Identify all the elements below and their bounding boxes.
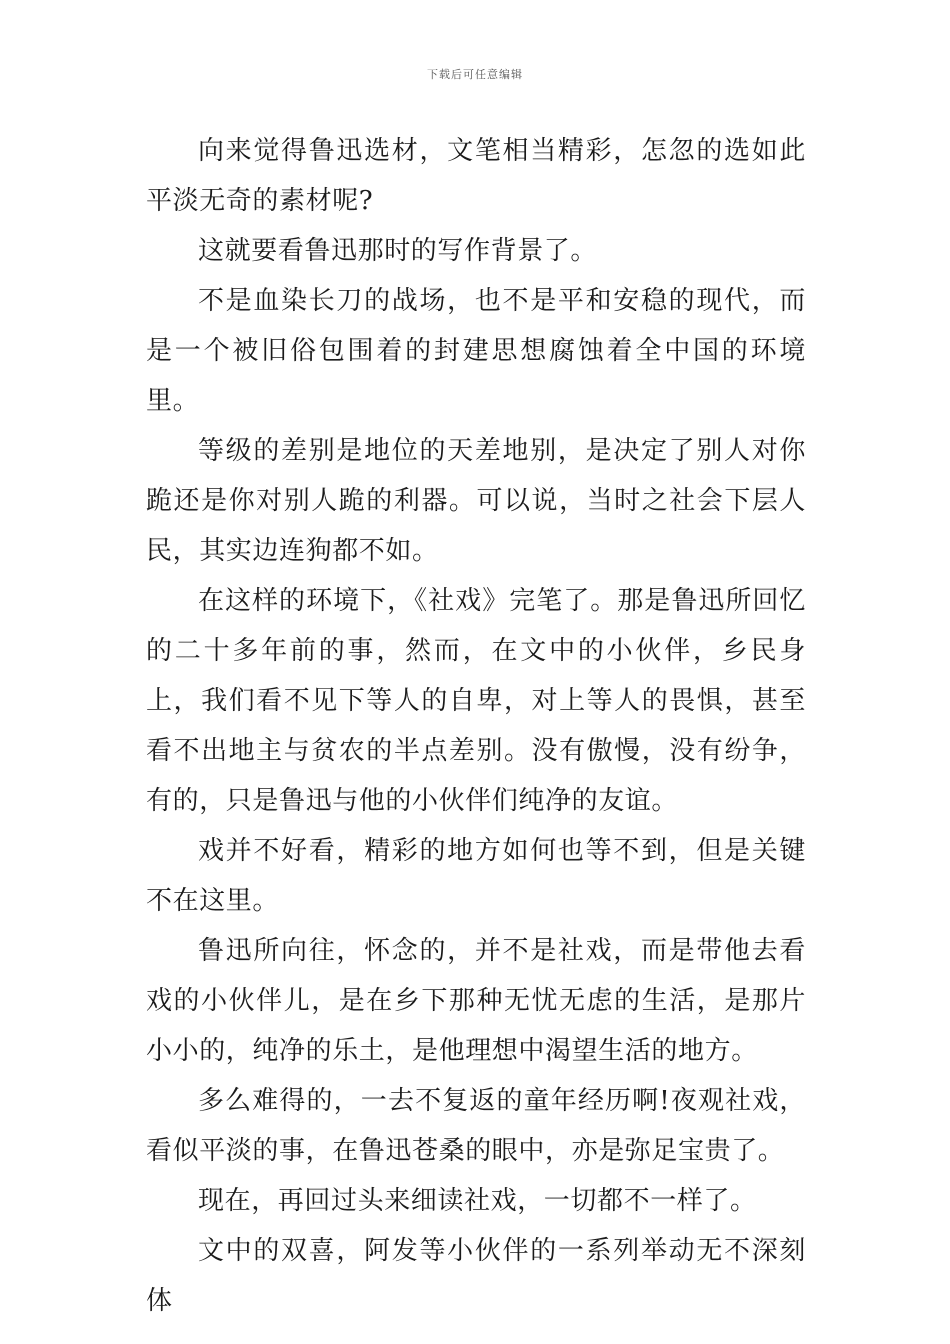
paragraph: 现在，再回过头来细读社戏，一切都不一样了。 (198, 1186, 757, 1216)
paragraph: 等级的差别是地位的天差地别，是决定了别人对你跪还是你对别人跪的利器。可以说，当时之社会下层人民，其实边连狗都不如。 (146, 436, 806, 566)
paragraph: 这就要看鲁迅那时的写作背景了。 (198, 236, 598, 266)
paragraph: 不是血染长刀的战场，也不是平和安稳的现代，而是一个被旧俗包围着的封建思想腐蚀着全中国的环境里。 (146, 286, 806, 416)
paragraph: 戏并不好看，精彩的地方如何也等不到，但是关键不在这里。 (146, 836, 806, 916)
paragraph: 多么难得的，一去不复返的童年经历啊!夜观社戏，看似平淡的事，在鲁迅苍桑的眼中，亦是弥足宝贵了。 (146, 1086, 806, 1166)
document-body (146, 126, 806, 1326)
page-header: 下载后可任意编辑 (427, 68, 523, 81)
paragraph: 向来觉得鲁迅选材，文笔相当精彩，怎忽的选如此平淡无奇的素材呢? (146, 136, 806, 216)
paragraph: 在这样的环境下，《社戏》完笔了。那是鲁迅所回忆的二十多年前的事，然而，在文中的小伙伴，乡民身上，我们看不见下等人的自卑，对上等人的畏惧，甚至看不出地主与贫农的半点差别。没有傲慢，没有纷争，有的，只是鲁迅与他的小伙伴们纯净的友谊。 (146, 586, 806, 816)
paragraph: 鲁迅所向往，怀念的，并不是社戏，而是带他去看戏的小伙伴儿，是在乡下那种无忧无虑的生活，是那片小小的，纯净的乐土，是他理想中渴望生活的地方。 (146, 936, 806, 1066)
paragraph: 文中的双喜，阿发等小伙伴的一系列举动无不深刻体 (146, 1236, 806, 1316)
